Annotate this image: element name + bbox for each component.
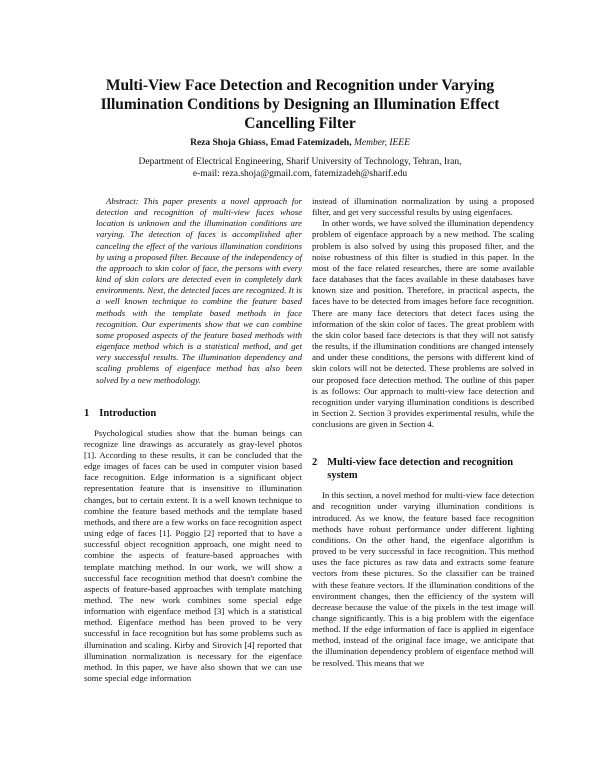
section-heading-system [312, 456, 534, 482]
author-line [60, 138, 540, 148]
abstract [96, 196, 302, 386]
author-names: Reza Shoja Ghiass, Emad Fatemizadeh, [190, 138, 352, 148]
section-number: 2 [312, 457, 318, 469]
body-paragraph: instead of illumination normalization by using a proposed filter, and get very successful results by using eigenfaces. [312, 196, 534, 218]
affiliation: Department of Electrical Engineering, Sharif University of Technology, Tehran, Iran, [138, 157, 462, 167]
abstract-text: This paper presents a novel approach for detection and recognition of multi-view faces whose location is unknown and the illumination conditions are varying. The detection of faces is accomplished after canceling the effect of the various illumination conditions by using a proposed filter. Because of the independency of the approach to skin color of face, the persons with every kind of skin colors are detected even in completely dark environments. Next, the detected faces are recognized. It is a well known technique to combine the feature based methods with the template based methods in face recognition. Our experiments show that we can combine some proposed aspects of the feature based methods with eigenface method which is a statistical method, and get very successful results. The illumination dependency and scaling problems of eigenface method has also been solved by a new methodology. [96, 196, 302, 385]
author-role: Member, IEEE [353, 138, 410, 148]
body-paragraph: In other words, we have solved the illumination dependency problem of eigenface approach by a new method. The scaling problem is also solved by using this proposed filter, and the noise robustness of this filter is studied in this paper. In the most of the face related researches, there are some available face databases that the faces available in these databases have known size and position. Therefore, in practical aspects, the faces have to be detected from images before face recognition. There are many face detectors that detect faces using the information of the skin color of faces. The great problem with the skin color based face detectors is that they will not satisfy the results, if the illumination conditions are changed intensely and under these conditions, the persons with different kind of skin colors will not be detected. These problems are solved in our proposed face detection method. The outline of this paper is as follows: Our approach to multi-view face detection and recognition under varying illumination conditions is described in Section 2. Section 3 provides experimental results, while the conclusions are given in Section 4. [312, 218, 534, 430]
section-heading-introduction [84, 407, 302, 420]
left-column [84, 196, 302, 684]
section-title: Introduction [99, 407, 157, 419]
section-title: Multi-view face detection and recognition system [327, 457, 514, 482]
body-paragraph: Psychological studies show that the human beings can recognize line drawings as accurately as gray-level photos [1]. According to these results, it can be concluded that the edge images of faces can be used in computer vision based face recognition. Edge information is a significant object representation feature that is insensitive to illumination changes, but to certain extent. It is a well known technique to combine the feature based methods and the template based methods, and there are a few works on face recognition aspect using edge of faces [1]. Poggio [2] reported that to have a successful object recognition approach, one might need to combine the aspects of feature-based approaches with template matching method. In our work, we will show a successful face recognition method that doesn't combine the aspects of feature-based approaches with template matching method. The new work combines some special edge information with eigenface method [3] which is a statistical method. Eigenface method has been proved to be very successful in face recognition but has some problems such as illumination and scaling. Kirby and Sirovich [4] reported that illumination normalization is necessary for the eigenface method. In this paper, we have also shown that we can use some special edge information [84, 427, 302, 684]
email-line: e-mail: reza.shoja@gmail.com, fatemizadeh@sharif.edu [192, 169, 408, 179]
right-column [312, 196, 534, 669]
abstract-label: Abstract: [106, 196, 139, 206]
paper-title: Multi-View Face Detection and Recognition under Varying Illumination Conditions by Designing an Illumination Effect Cancelling Filter [100, 77, 500, 132]
body-paragraph: In this section, a novel method for multi-view face detection and recognition under varying illumination conditions is introduced. As we know, the feature based face recognition methods have robust performance under different lighting conditions. On the other hand, the eigenface algorithm is proved to be very successful in face recognition. This method uses the face pictures as raw data and extracts some feature vectors from these pictures. So the classifier can be trained with these feature vectors. If the illumination conditions of the environment changes, then the efficiency of the system will decrease because the value of the pixels in the test image will change significantly. This is a big problem with the eigenface method. If the edge information of face is applied in eigenface method, instead of the original face image, we anticipate that the illumination dependency problem of eigenface method will be resolved. This means that we [312, 490, 534, 668]
affiliation-block [60, 156, 540, 180]
section-number: 1 [84, 407, 90, 419]
